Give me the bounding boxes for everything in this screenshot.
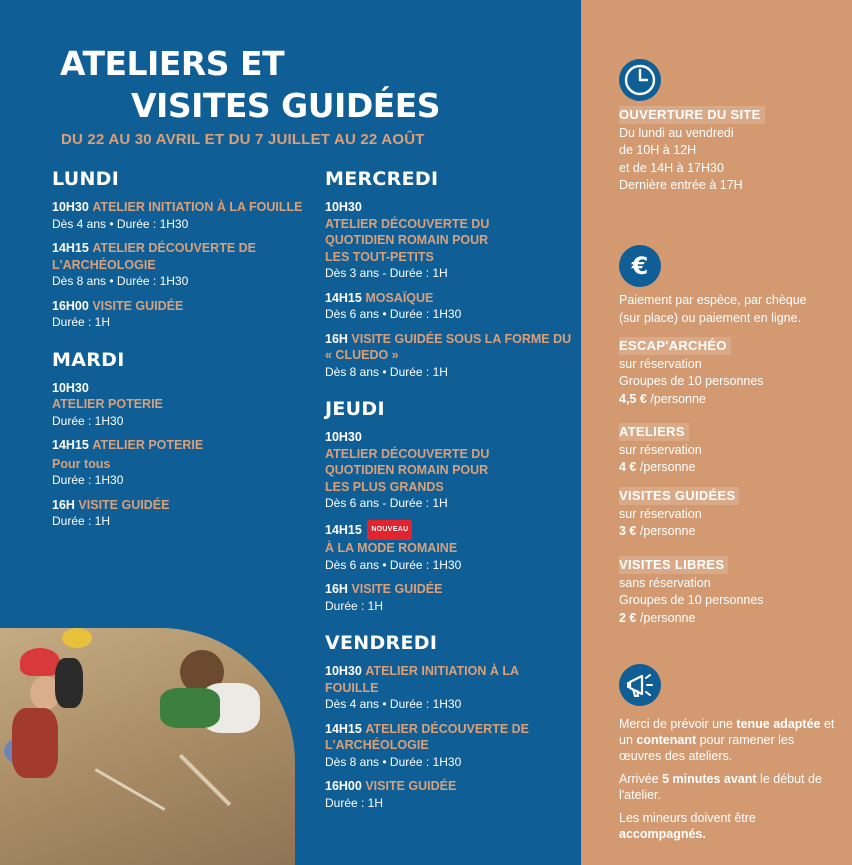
event-time: 14H15 bbox=[52, 241, 89, 255]
event-time: 14H15 bbox=[325, 522, 362, 537]
day-heading-jeudi: JEUDI bbox=[325, 398, 385, 420]
event-info: Durée : 1H bbox=[325, 795, 384, 810]
event-name: ATELIER DÉCOUVERTE DU QUOTIDIEN ROMAIN POUR LES PLUS GRANDS bbox=[325, 446, 490, 494]
event-item bbox=[325, 429, 575, 512]
event-time: 16H00 bbox=[325, 779, 362, 793]
info-panel bbox=[581, 0, 852, 865]
price-title: VISITES LIBRES bbox=[619, 556, 728, 574]
event-time: 16H bbox=[325, 582, 348, 596]
payment-intro: (sur place) ou paiement en ligne. bbox=[619, 310, 802, 325]
event-name: VISITE GUIDÉE bbox=[92, 298, 184, 313]
event-info: Dès 4 ans • Durée : 1H30 bbox=[52, 216, 189, 231]
opening-line: de 10H à 12H bbox=[619, 143, 697, 157]
event-item bbox=[52, 437, 307, 489]
notice-paragraph: Les mineurs doivent être accompagnés. bbox=[619, 811, 756, 841]
price-line: sur réservation bbox=[619, 442, 702, 457]
kids-excavation-photo bbox=[0, 628, 295, 865]
event-info: Dès 8 ans • Durée : 1H30 bbox=[52, 274, 189, 288]
notice-paragraph: Merci de prévoir une tenue adaptée et un contenant pour ramener les œuvres des ateliers. bbox=[619, 717, 835, 763]
event-time: 10H30 bbox=[325, 430, 362, 444]
price-value: 4 € bbox=[619, 460, 637, 474]
event-info: Durée : 1H bbox=[52, 514, 111, 528]
day-heading-mercredi: MERCREDI bbox=[325, 168, 439, 190]
event-item bbox=[52, 199, 307, 232]
schedule-column-right bbox=[325, 168, 575, 819]
title-line-1: ATELIERS ET bbox=[60, 44, 285, 83]
price-value: 3 € bbox=[619, 524, 637, 538]
event-info: Durée : 1H bbox=[325, 598, 384, 613]
opening-hours-block bbox=[619, 106, 839, 195]
event-item bbox=[52, 240, 307, 290]
title-line-2: VISITES GUIDÉES bbox=[131, 86, 441, 125]
price-title: ESCAP'ARCHÉO bbox=[619, 337, 731, 355]
price-escape bbox=[619, 337, 839, 408]
event-name: À LA MODE ROMAINE bbox=[325, 541, 458, 555]
event-info: Dès 3 ans - Durée : 1H bbox=[325, 266, 448, 280]
price-value: 4,5 € bbox=[619, 391, 647, 406]
price-ateliers bbox=[619, 423, 839, 477]
price-title: ATELIERS bbox=[619, 423, 689, 441]
svg-text:€: € bbox=[631, 252, 649, 280]
event-item bbox=[325, 331, 575, 381]
event-name: VISITE GUIDÉE bbox=[365, 779, 457, 793]
event-name: MOSAÏQUE bbox=[365, 290, 434, 305]
event-item bbox=[325, 663, 575, 713]
event-info: Dès 8 ans • Durée : 1H bbox=[325, 364, 448, 379]
event-name: VISITE GUIDÉE bbox=[351, 582, 443, 596]
event-time: 16H bbox=[52, 497, 75, 512]
notice-paragraph: Arrivée 5 minutes avant le début de l'atelier. bbox=[619, 772, 822, 802]
event-name: ATELIER DÉCOUVERTE DU QUOTIDIEN ROMAIN POUR LES TOUT-PETITS bbox=[325, 216, 490, 264]
opening-title: OUVERTURE DU SITE bbox=[619, 106, 765, 124]
price-line: sur réservation bbox=[619, 356, 702, 371]
notice-block bbox=[619, 716, 839, 842]
euro-icon bbox=[619, 245, 661, 287]
event-item bbox=[325, 581, 575, 614]
event-audience: Pour tous bbox=[52, 456, 111, 471]
event-info: Dès 6 ans - Durée : 1H bbox=[325, 496, 448, 510]
event-info: Durée : 1H bbox=[52, 315, 111, 329]
event-item bbox=[325, 199, 575, 282]
dates-subtitle: DU 22 AU 30 AVRIL ET DU 7 JUILLET AU 22 AOÛT bbox=[61, 131, 425, 148]
price-line: sans réservation bbox=[619, 575, 711, 590]
price-unit: /personne bbox=[646, 391, 706, 406]
payment-block bbox=[619, 292, 839, 327]
event-info: Durée : 1H30 bbox=[52, 473, 124, 487]
price-line: Groupes de 10 personnes bbox=[619, 593, 764, 607]
price-unit: /personne bbox=[636, 524, 696, 538]
schedule-column-left bbox=[52, 168, 307, 538]
opening-line: et de 14H à 17H30 bbox=[619, 160, 724, 175]
price-visites-libres bbox=[619, 556, 839, 627]
event-time: 10H30 bbox=[52, 200, 89, 214]
price-visites-guidees bbox=[619, 487, 839, 541]
event-time: 10H30 bbox=[325, 200, 362, 214]
megaphone-icon bbox=[619, 664, 661, 706]
price-unit: /personne bbox=[636, 610, 696, 625]
price-value: 2 € bbox=[619, 610, 637, 625]
event-info: Dès 4 ans • Durée : 1H30 bbox=[325, 697, 462, 711]
opening-line: Dernière entrée à 17H bbox=[619, 178, 743, 192]
price-title: VISITES GUIDÉES bbox=[619, 487, 739, 505]
payment-intro: Paiement par espèce, par chèque bbox=[619, 293, 807, 307]
day-heading-vendredi: VENDREDI bbox=[325, 632, 438, 654]
event-name: VISITE GUIDÉE bbox=[78, 497, 170, 512]
event-time: 14H15 bbox=[52, 438, 89, 452]
event-time: 14H15 bbox=[325, 290, 362, 305]
event-item bbox=[52, 298, 307, 331]
day-heading-mardi: MARDI bbox=[52, 348, 125, 371]
event-name: ATELIER DÉCOUVERTE DE L'ARCHÉOLOGIE bbox=[52, 241, 256, 272]
event-item bbox=[52, 380, 307, 430]
clock-icon bbox=[619, 59, 661, 101]
event-item bbox=[325, 290, 575, 323]
price-line: Groupes de 10 personnes bbox=[619, 374, 764, 388]
event-item bbox=[52, 497, 307, 530]
event-time: 14H15 bbox=[325, 721, 362, 736]
opening-line: Du lundi au vendredi bbox=[619, 125, 734, 140]
event-name: ATELIER INITIATION À LA FOUILLE bbox=[92, 200, 303, 214]
event-time: 16H00 bbox=[52, 298, 89, 313]
event-info: Durée : 1H30 bbox=[52, 413, 124, 428]
event-name: ATELIER INITIATION À LA FOUILLE bbox=[325, 664, 519, 695]
event-time: 10H30 bbox=[52, 380, 89, 395]
event-info: Dès 6 ans • Durée : 1H30 bbox=[325, 307, 462, 321]
day-heading-lundi: LUNDI bbox=[52, 168, 120, 190]
price-unit: /personne bbox=[636, 460, 696, 474]
event-name: ATELIER POTERIE bbox=[52, 397, 163, 411]
event-name: VISITE GUIDÉE SOUS LA FORME DU « CLUEDO » bbox=[325, 331, 572, 362]
event-info: Dès 6 ans • Durée : 1H30 bbox=[325, 557, 462, 572]
event-item bbox=[325, 721, 575, 771]
event-name: ATELIER DÉCOUVERTE DE L'ARCHÉOLOGIE bbox=[325, 721, 529, 752]
price-line: sur réservation bbox=[619, 506, 702, 521]
event-time: 16H bbox=[325, 331, 348, 346]
new-badge: NOUVEAU bbox=[367, 520, 412, 541]
event-item bbox=[325, 778, 575, 811]
event-name: ATELIER POTERIE bbox=[92, 438, 204, 452]
event-info: Dès 8 ans • Durée : 1H30 bbox=[325, 754, 462, 769]
event-time: 10H30 bbox=[325, 664, 362, 678]
event-item bbox=[325, 520, 575, 574]
